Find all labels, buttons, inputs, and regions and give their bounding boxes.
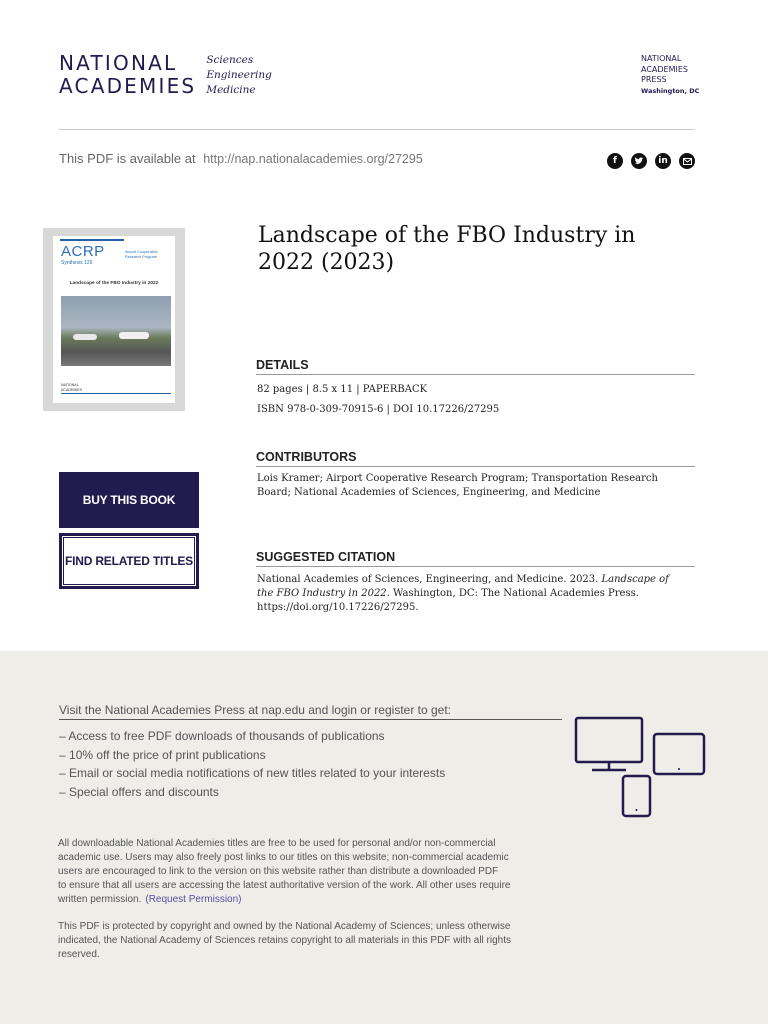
devices-icon: [574, 716, 709, 825]
social-share-icons: [607, 153, 695, 169]
legal-line: All downloadable National Academies titles are free to be used for personal and/or non-commercial: [58, 838, 496, 849]
email-icon[interactable]: [679, 153, 695, 169]
benefit-item: – Access to free PDF downloads of thousands of publications: [59, 727, 445, 746]
devices-illustration: [574, 716, 709, 820]
citation-title-part1: Landscape of: [601, 574, 669, 585]
book-cover-image[interactable]: [43, 228, 185, 411]
press-logo-line3: PRESS: [641, 75, 667, 84]
book-title: Landscape of the FBO Industry in 2022 (2023): [258, 223, 636, 275]
cover-photo: [61, 296, 171, 366]
citation-heading: SUGGESTED CITATION: [256, 550, 695, 567]
press-logo-line1: NATIONAL: [641, 54, 682, 63]
legal-line: to ensure that all users are accessing the latest authoritative version of the work. All other uses require: [58, 880, 511, 891]
citation-line-2: [257, 587, 669, 601]
cover-bottom-bar: [61, 393, 171, 394]
cover-na-logo-line2: ACADEMIES: [61, 387, 83, 392]
cover-synthesis: Synthesis 129: [61, 260, 93, 266]
legal-line: academic use. Users may also freely post links to our titles on this website; non-commercial academic: [58, 852, 509, 863]
benefit-item: – Email or social media notifications of new titles related to your interests: [59, 764, 445, 783]
cover-series: ACRP: [61, 243, 105, 260]
legal-line-end: written permission.: [58, 894, 142, 905]
details-text: [257, 383, 499, 417]
details-isbn: ISBN 978-0-309-70915-6 | DOI 10.17226/27295: [257, 404, 500, 415]
benefit-item: – Special offers and discounts: [59, 783, 445, 802]
cover-na-logo: [61, 383, 82, 392]
contributors-heading: CONTRIBUTORS: [256, 450, 695, 467]
press-logo: [641, 54, 699, 96]
benefits-list: [59, 727, 445, 801]
citation-doi[interactable]: https://doi.org/10.17226/27295.: [257, 602, 419, 613]
contributors-line-1: Lois Kramer; Airport Cooperative Research Program; Transportation Research: [257, 473, 658, 484]
citation-publisher: . Washington, DC: The National Academies Press.: [386, 588, 639, 599]
cover-top-bar: [60, 239, 124, 241]
buy-this-book-button[interactable]: BUY THIS BOOK: [59, 472, 199, 528]
logo-word-national: NATIONAL: [59, 51, 178, 75]
find-related-titles-button[interactable]: FIND RELATED TITLES: [59, 533, 199, 589]
press-logo-city: Washington, DC: [641, 86, 700, 95]
cover-plane: [119, 332, 149, 339]
request-permission-link[interactable]: (Request Permission): [145, 894, 242, 905]
logo-subtitle: [206, 53, 272, 98]
pdf-availability-label: This PDF is available at: [59, 151, 196, 166]
logo-sub-medicine: Medicine: [206, 84, 256, 96]
copyright-notice: [58, 920, 566, 962]
contributors-line-2: Board; National Academies of Sciences, Engineering, and Medicine: [257, 487, 601, 498]
copyright-line: reserved.: [58, 949, 100, 960]
logo-sub-engineering: Engineering: [206, 69, 272, 81]
details-heading: DETAILS: [256, 358, 695, 375]
twitter-icon[interactable]: [631, 153, 647, 169]
cover-plane: [73, 334, 97, 340]
header-divider: [59, 129, 695, 130]
logo-wordmark: [59, 52, 196, 98]
legal-line: [58, 893, 566, 907]
citation-authors: National Academies of Sciences, Engineering, and Medicine. 2023.: [257, 574, 602, 585]
national-academies-logo: [59, 52, 272, 98]
linkedin-icon[interactable]: in: [655, 153, 671, 169]
legal-usage-notice: [58, 837, 566, 907]
facebook-icon[interactable]: f: [607, 153, 623, 169]
pdf-availability-link[interactable]: http://nap.nationalacademies.org/27295: [203, 152, 423, 166]
press-logo-line2: ACADEMIES: [641, 64, 688, 74]
cover-title: Landscape of the FBO Industry in 2022: [69, 281, 159, 286]
details-pages: 82 pages | 8.5 x 11 | PAPERBACK: [257, 384, 428, 395]
logo-sub-sciences: Sciences: [206, 54, 254, 66]
cover-page: [53, 236, 175, 403]
citation-line-1: [257, 573, 669, 587]
citation-text: [257, 573, 669, 615]
copyright-line: indicated, the National Academy of Sciences retains copyright to all materials in this PDF with all rights: [58, 935, 511, 946]
pdf-availability-notice: [59, 151, 423, 166]
benefit-item: – 10% off the price of print publications: [59, 746, 445, 765]
citation-title-part2: the FBO Industry in 2022: [257, 588, 387, 599]
cover-program: Airport Cooperative Research Program: [125, 250, 158, 259]
visit-nap-heading: Visit the National Academies Press at nap.edu and login or register to get:: [59, 703, 562, 720]
cover-na-logo-line1: NATIONAL: [61, 383, 79, 387]
logo-word-academies: ACADEMIES: [59, 74, 197, 98]
legal-line: users are encouraged to link to the version on this website rather than distribute a downloaded PDF: [58, 866, 499, 877]
copyright-line: This PDF is protected by copyright and owned by the National Academy of Sciences; unless otherwise: [58, 921, 511, 932]
contributors-text: [257, 472, 658, 500]
